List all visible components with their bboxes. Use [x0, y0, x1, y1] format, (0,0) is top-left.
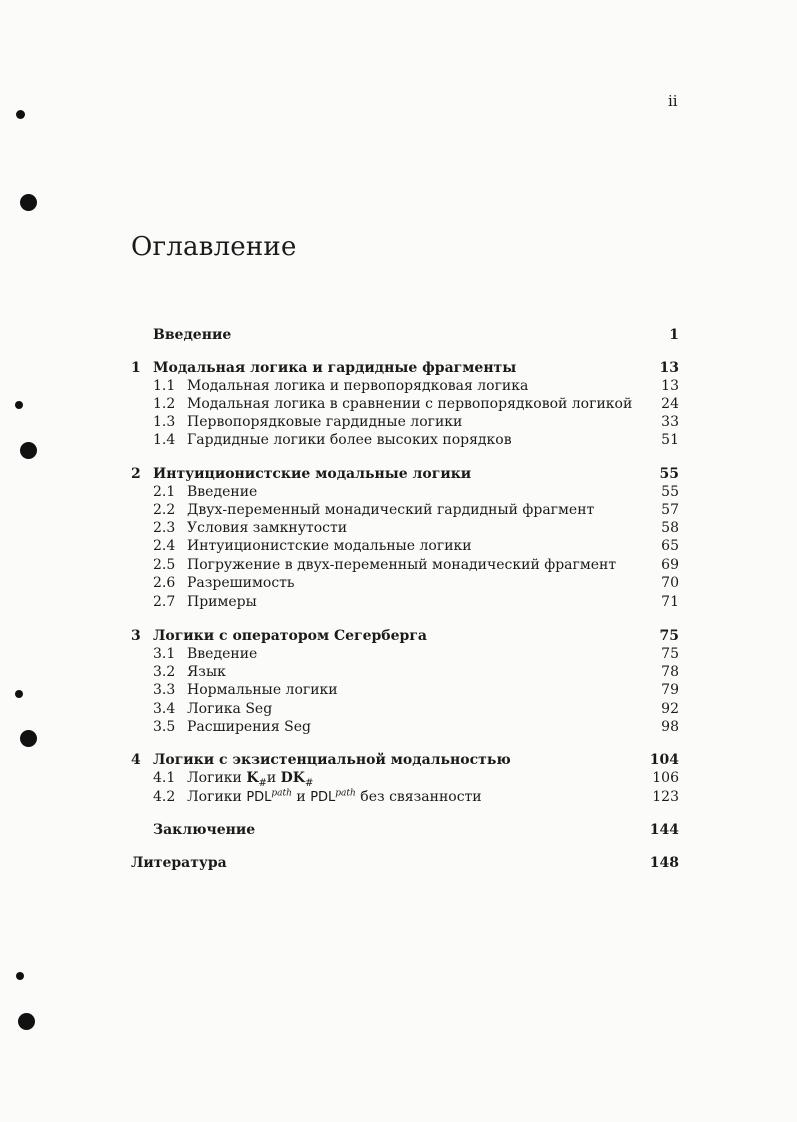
- section-page: 106: [652, 770, 679, 786]
- section-page: 79: [661, 682, 679, 698]
- section-number: 2.1: [153, 484, 176, 500]
- toc-entry-label: Литература: [131, 855, 227, 871]
- binder-hole: [20, 194, 37, 211]
- section-title: Условия замкнутости: [187, 520, 348, 536]
- toc-section-2-7[interactable]: [0, 593, 797, 611]
- chapter-title: Логики с оператором Сегерберга: [153, 628, 427, 644]
- section-title: [187, 788, 482, 807]
- section-page: 98: [661, 719, 679, 735]
- section-number: 3.3: [153, 682, 176, 698]
- section-title: Язык: [187, 664, 226, 680]
- toc-entry-conclusion[interactable]: [0, 821, 797, 839]
- toc-section-2-3[interactable]: [0, 519, 797, 537]
- toc-section-2-4[interactable]: [0, 537, 797, 555]
- toc-entry-label: Заключение: [153, 822, 256, 838]
- section-title: Погружение в двух-переменный монадический фрагмент: [187, 557, 617, 573]
- section-page: 51: [661, 432, 679, 448]
- chapter-title: Интуиционистские модальные логики: [153, 466, 472, 482]
- toc-entry-bibliography[interactable]: [0, 854, 797, 872]
- chapter-title: Логики с экзистенциальной модальностью: [153, 752, 511, 768]
- path-superscript: path: [335, 788, 356, 799]
- section-title: Логика Seg: [187, 701, 273, 717]
- section-title: Двух-переменный монадический гардидный фрагмент: [187, 502, 595, 518]
- toc-section-1-4[interactable]: [0, 431, 797, 449]
- section-page: 57: [661, 502, 679, 518]
- pdl-symbol: PDL: [310, 790, 336, 805]
- chapter-page: 13: [659, 360, 679, 376]
- section-number: 1.1: [153, 378, 176, 394]
- toc-chapter-2[interactable]: [0, 465, 797, 483]
- chapter-title: Модальная логика и гардидные фрагменты: [153, 360, 517, 376]
- section-number: 2.3: [153, 520, 176, 536]
- section-page: 55: [661, 484, 679, 500]
- section-title: Расширения Seg: [187, 719, 311, 735]
- toc-section-1-1[interactable]: [0, 377, 797, 395]
- section-title: Интуиционистские модальные логики: [187, 538, 472, 554]
- chapter-page: 55: [659, 466, 679, 482]
- section-page: 75: [661, 646, 679, 662]
- section-title: Первопорядковые гардидные логики: [187, 414, 463, 430]
- section-title: Разрешимость: [187, 575, 295, 591]
- section-title: Нормальные логики: [187, 682, 338, 698]
- section-title-conjunction: и: [266, 770, 281, 786]
- toc-entry-page: 148: [649, 855, 679, 871]
- pdl-symbol: PDL: [246, 790, 272, 805]
- path-superscript: path: [271, 788, 292, 799]
- toc-entry-intro[interactable]: [0, 326, 797, 344]
- toc-section-1-2[interactable]: [0, 395, 797, 413]
- section-page: 24: [661, 396, 679, 412]
- section-title-conjunction: и: [291, 789, 311, 805]
- toc-section-4-2[interactable]: [0, 788, 797, 806]
- section-title: Модальная логика в сравнении с первопорядковой логикой: [187, 396, 633, 412]
- toc-chapter-3[interactable]: [0, 627, 797, 645]
- section-number: 2.5: [153, 557, 176, 573]
- section-page: 58: [661, 520, 679, 536]
- chapter-number: 3: [131, 628, 141, 644]
- chapter-number: 1: [131, 360, 141, 376]
- binder-hole: [18, 1013, 35, 1030]
- toc-section-4-1[interactable]: [0, 769, 797, 787]
- section-number: 3.4: [153, 701, 176, 717]
- section-page: 33: [661, 414, 679, 430]
- logic-dk-symbol: DK: [280, 770, 305, 786]
- toc-section-1-3[interactable]: [0, 413, 797, 431]
- binder-hole-mark: [16, 110, 25, 119]
- section-number: 4.1: [153, 770, 176, 786]
- section-page: 69: [661, 557, 679, 573]
- section-number: 3.1: [153, 646, 176, 662]
- hash-subscript: #: [304, 777, 314, 789]
- section-page: 92: [661, 701, 679, 717]
- chapter-page: 75: [659, 628, 679, 644]
- toc-entry-page: 1: [669, 327, 679, 343]
- toc-section-3-1[interactable]: [0, 645, 797, 663]
- section-title-prefix: Логики: [187, 789, 247, 805]
- section-number: 3.2: [153, 664, 176, 680]
- section-number: 2.7: [153, 594, 176, 610]
- toc-section-3-3[interactable]: [0, 681, 797, 699]
- toc-chapter-1[interactable]: [0, 359, 797, 377]
- page-number: ii: [668, 92, 678, 110]
- chapter-number: 4: [131, 752, 141, 768]
- toc-entry-page: 144: [649, 822, 679, 838]
- section-page: 123: [652, 789, 679, 805]
- section-page: 65: [661, 538, 679, 554]
- toc-section-2-5[interactable]: [0, 556, 797, 574]
- binder-hole-mark: [16, 972, 24, 980]
- toc-title: Оглавление: [131, 232, 297, 262]
- chapter-number: 2: [131, 466, 141, 482]
- section-title: Введение: [187, 484, 258, 500]
- section-page: 71: [661, 594, 679, 610]
- section-title: [187, 769, 313, 787]
- toc-section-2-2[interactable]: [0, 501, 797, 519]
- section-title: Примеры: [187, 594, 257, 610]
- section-number: 1.4: [153, 432, 176, 448]
- section-number: 1.3: [153, 414, 176, 430]
- section-page: 78: [661, 664, 679, 680]
- section-page: 70: [661, 575, 679, 591]
- section-number: 1.2: [153, 396, 176, 412]
- hash-subscript: #: [258, 777, 267, 789]
- section-number: 2.4: [153, 538, 176, 554]
- section-number: 3.5: [153, 719, 176, 735]
- section-title: Гардидные логики более высоких порядков: [187, 432, 512, 448]
- toc-section-3-4[interactable]: [0, 700, 797, 718]
- logic-k-symbol: K: [246, 770, 259, 786]
- toc-section-2-6[interactable]: [0, 574, 797, 592]
- section-page: 13: [661, 378, 679, 394]
- section-title-prefix: Логики: [187, 770, 247, 786]
- toc-entry-label: Введение: [153, 327, 232, 343]
- toc-chapter-4[interactable]: [0, 751, 797, 769]
- section-number: 2.2: [153, 502, 176, 518]
- section-title-suffix: без связанности: [355, 789, 482, 805]
- section-number: 4.2: [153, 789, 176, 805]
- toc-section-3-2[interactable]: [0, 663, 797, 681]
- section-title: Введение: [187, 646, 258, 662]
- section-title: Модальная логика и первопорядковая логика: [187, 378, 529, 394]
- toc-section-2-1[interactable]: [0, 483, 797, 501]
- toc-section-3-5[interactable]: [0, 718, 797, 736]
- section-number: 2.6: [153, 575, 176, 591]
- chapter-page: 104: [649, 752, 679, 768]
